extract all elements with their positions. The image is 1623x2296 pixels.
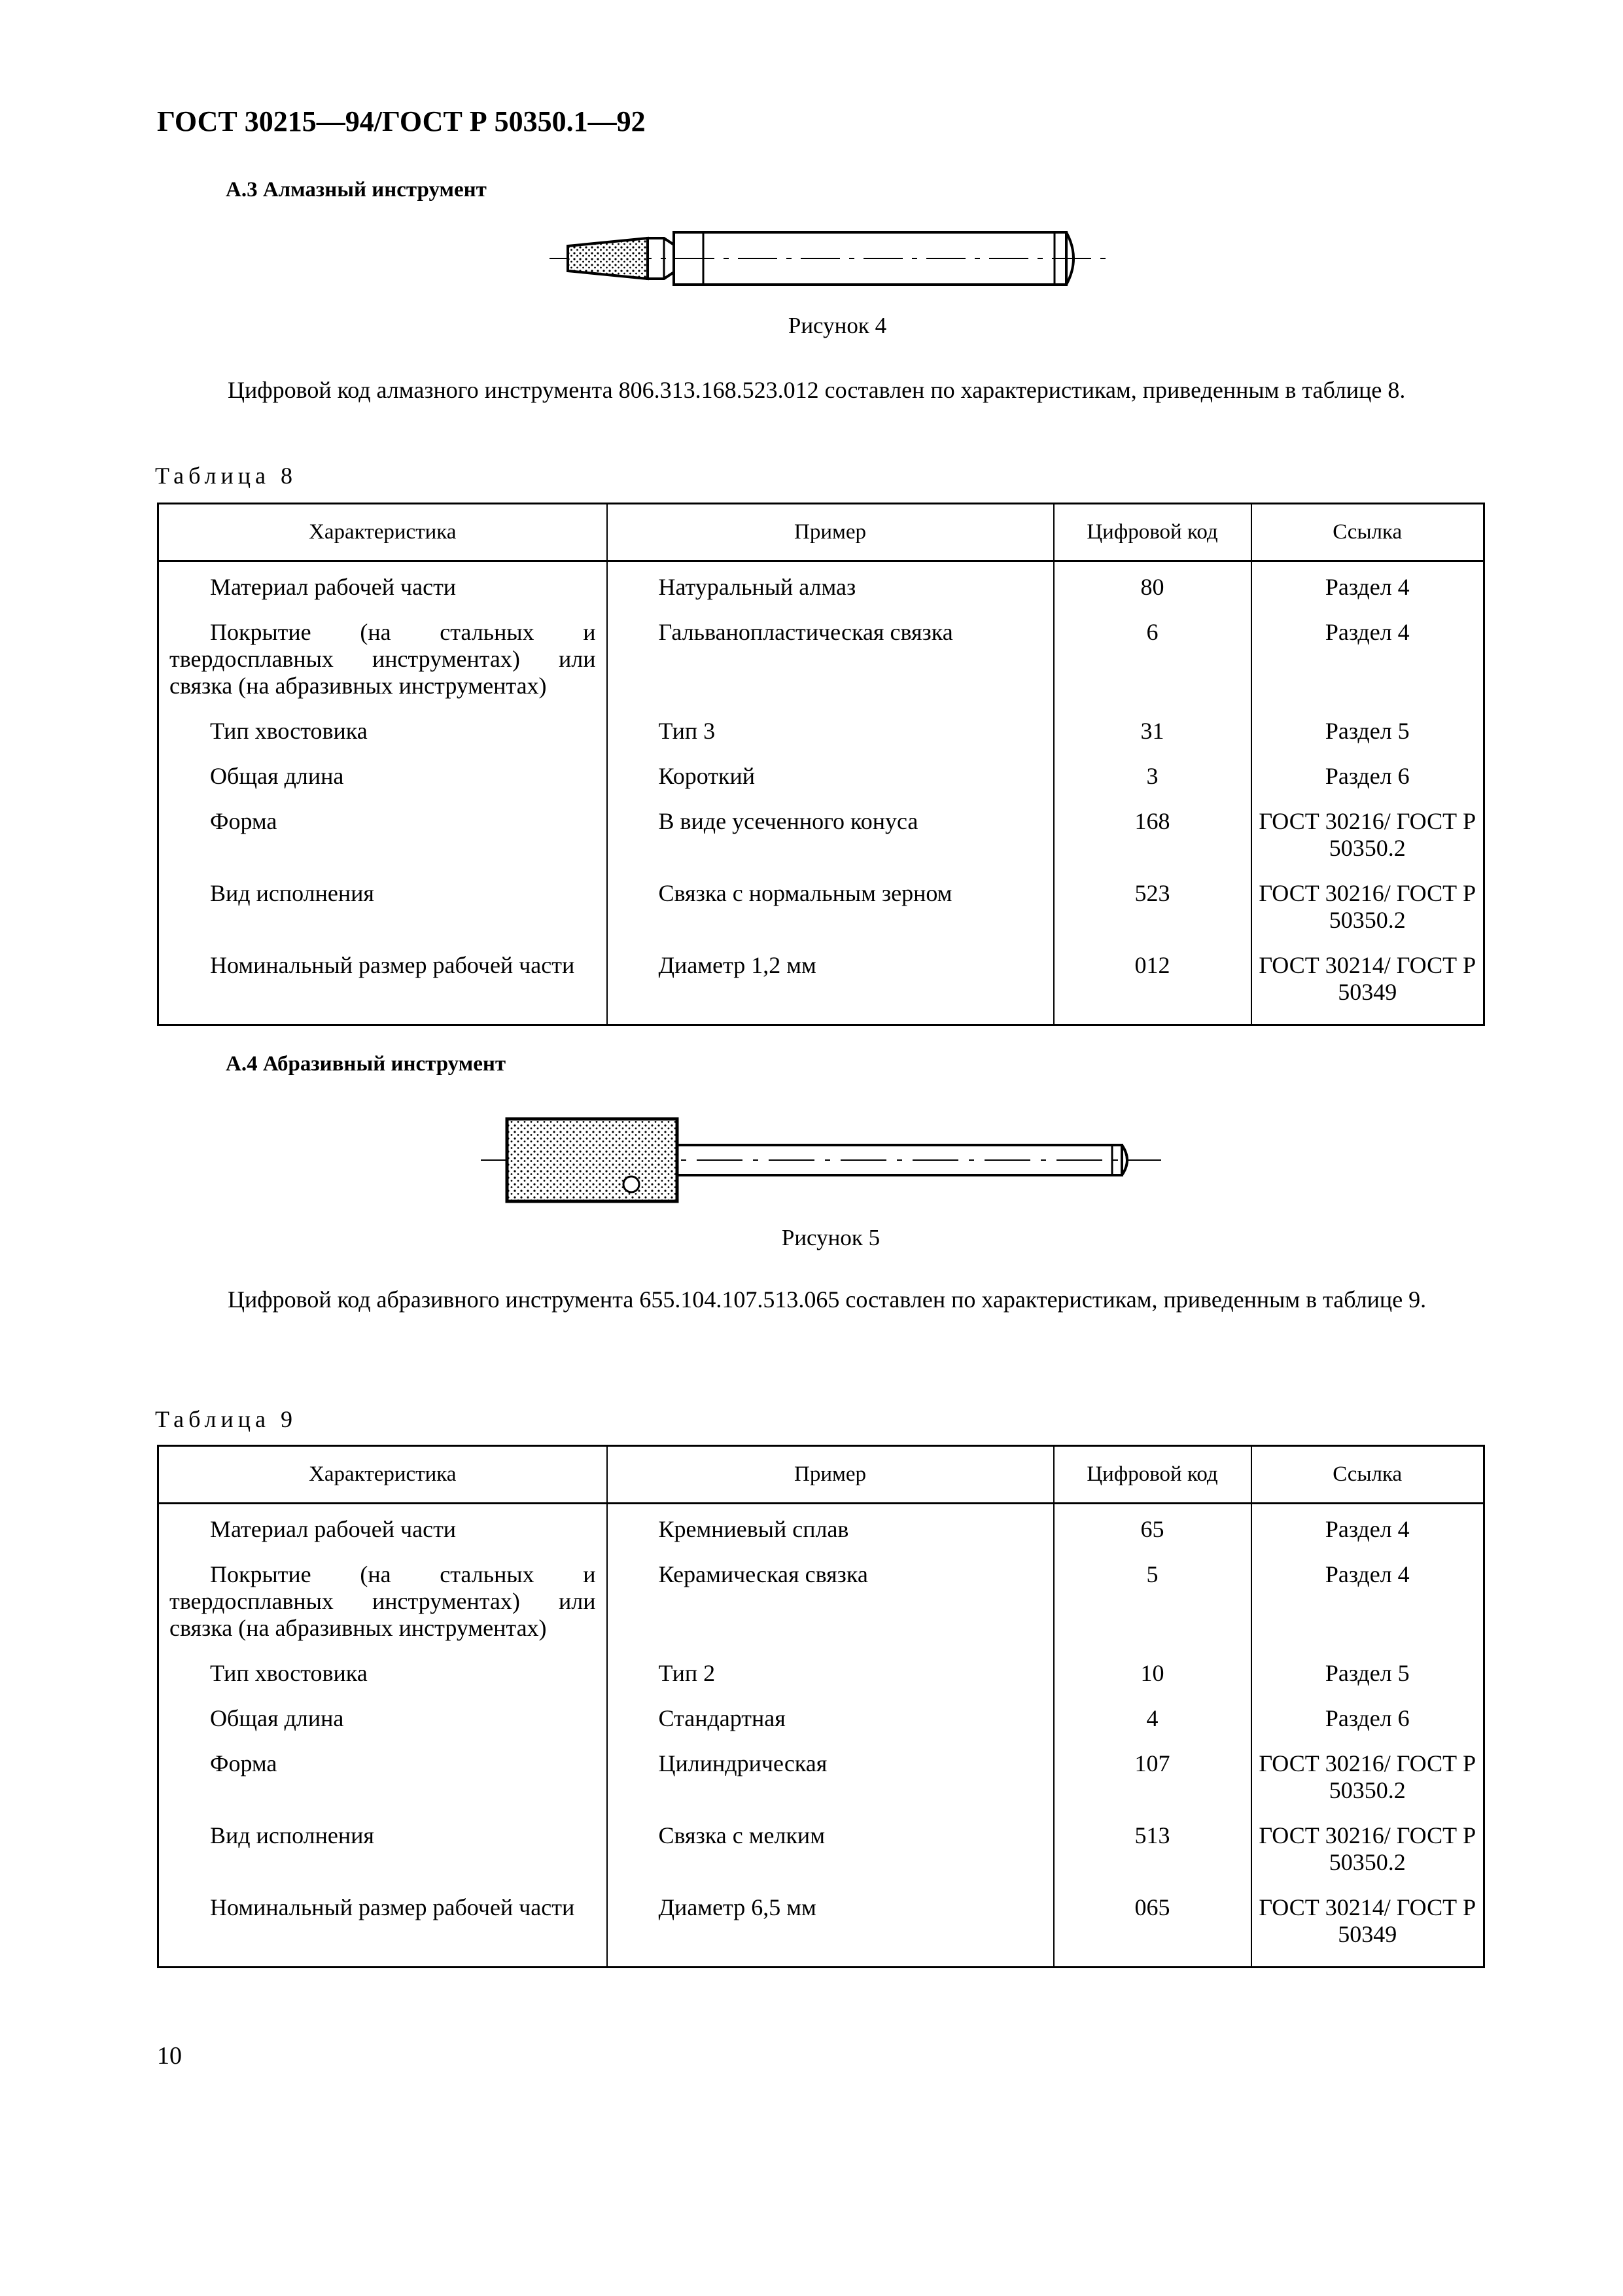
table-cell-code: 31 (1054, 718, 1251, 763)
table-row (158, 808, 1484, 880)
table-9-header-row (158, 1446, 1484, 1504)
table-row (158, 718, 1484, 763)
table-row (158, 561, 1484, 620)
table-cell-reference: ГОСТ 30214/ ГОСТ Р 50349 (1251, 1894, 1484, 1968)
table-cell-code: 80 (1054, 561, 1251, 620)
table-cell-characteristic: Покрытие (на стальных и твердосплавных инструментах) или связка (на абразивных инструментах) (158, 1561, 607, 1660)
table-row (158, 880, 1484, 952)
table-cell-example: Диаметр 6,5 мм (607, 1894, 1054, 1968)
table-cell-code: 168 (1054, 808, 1251, 880)
table-8-header-row (158, 504, 1484, 561)
table-cell-reference: Раздел 4 (1251, 561, 1484, 620)
table-cell-reference: ГОСТ 30216/ ГОСТ Р 50350.2 (1251, 1750, 1484, 1822)
table-cell-code: 065 (1054, 1894, 1251, 1968)
table-9-header-code: Цифровой код (1054, 1446, 1251, 1504)
table-cell-characteristic: Материал рабочей части (158, 561, 607, 620)
table-9 (157, 1445, 1485, 1968)
table-cell-reference: ГОСТ 30216/ ГОСТ Р 50350.2 (1251, 1822, 1484, 1894)
table-cell-reference: Раздел 6 (1251, 763, 1484, 808)
table-cell-reference: ГОСТ 30216/ ГОСТ Р 50350.2 (1251, 808, 1484, 880)
table-cell-characteristic: Покрытие (на стальных и твердосплавных инструментах) или связка (на абразивных инструментах) (158, 619, 607, 718)
table-row (158, 952, 1484, 1025)
document-header: ГОСТ 30215—94/ГОСТ Р 50350.1—92 (157, 105, 646, 137)
table-8-header-code: Цифровой код (1054, 504, 1251, 561)
table-cell-code: 513 (1054, 1822, 1251, 1894)
table-8-header-characteristic: Характеристика (158, 504, 607, 561)
table-cell-code: 012 (1054, 952, 1251, 1025)
section-a4-paragraph: Цифровой код абразивного инструмента 655.104.107.513.065 составлен по характеристикам, приведенным в таблице 9. (228, 1286, 1427, 1313)
table-cell-example: Гальванопластическая связка (607, 619, 1054, 718)
table-cell-reference: Раздел 5 (1251, 1660, 1484, 1705)
table-cell-example: Цилиндрическая (607, 1750, 1054, 1822)
table-cell-characteristic: Материал рабочей части (158, 1504, 607, 1562)
section-a3-heading: А.3 Алмазный инструмент (226, 178, 487, 202)
table-cell-reference: Раздел 4 (1251, 1561, 1484, 1660)
table-8-header-reference: Ссылка (1251, 504, 1484, 561)
table-9-header-example: Пример (607, 1446, 1054, 1504)
table-cell-code: 6 (1054, 619, 1251, 718)
table-cell-characteristic: Номинальный размер рабочей части (158, 952, 607, 1025)
table-cell-example: Тип 2 (607, 1660, 1054, 1705)
table-cell-characteristic: Вид исполнения (158, 1822, 607, 1894)
table-8-label: Таблица 8 (155, 463, 297, 489)
table-cell-reference: Раздел 5 (1251, 718, 1484, 763)
table-row (158, 1705, 1484, 1750)
table-9-header-characteristic: Характеристика (158, 1446, 607, 1504)
table-cell-reference: ГОСТ 30216/ ГОСТ Р 50350.2 (1251, 880, 1484, 952)
table-row (158, 1660, 1484, 1705)
table-cell-example: Связка с мелким (607, 1822, 1054, 1894)
table-cell-example: Тип 3 (607, 718, 1054, 763)
section-a4-heading: А.4 Абразивный инструмент (226, 1052, 506, 1076)
table-9-header-reference: Ссылка (1251, 1446, 1484, 1504)
table-row (158, 1750, 1484, 1822)
table-cell-example: Натуральный алмаз (607, 561, 1054, 620)
table-cell-characteristic: Общая длина (158, 1705, 607, 1750)
table-cell-characteristic: Форма (158, 808, 607, 880)
table-9-label: Таблица 9 (155, 1406, 297, 1432)
table-cell-example: В виде усеченного конуса (607, 808, 1054, 880)
table-8 (157, 503, 1485, 1026)
table-cell-code: 10 (1054, 1660, 1251, 1705)
table-cell-reference: ГОСТ 30214/ ГОСТ Р 50349 (1251, 952, 1484, 1025)
table-cell-example: Кремниевый сплав (607, 1504, 1054, 1562)
section-a3-paragraph: Цифровой код алмазного инструмента 806.313.168.523.012 составлен по характеристикам, приведенным в таблице 8. (228, 377, 1406, 403)
table-cell-code: 65 (1054, 1504, 1251, 1562)
table-cell-example: Стандартная (607, 1705, 1054, 1750)
table-row (158, 1822, 1484, 1894)
table-cell-characteristic: Тип хвостовика (158, 718, 607, 763)
figure-5-caption: Рисунок 5 (781, 1225, 881, 1250)
table-cell-example: Короткий (607, 763, 1054, 808)
figure-5-abrasive-tool (481, 1111, 1161, 1209)
table-cell-characteristic: Тип хвостовика (158, 1660, 607, 1705)
table-cell-code: 5 (1054, 1561, 1251, 1660)
table-row (158, 1894, 1484, 1968)
table-cell-code: 523 (1054, 880, 1251, 952)
table-cell-example: Диаметр 1,2 мм (607, 952, 1054, 1025)
table-cell-example: Связка с нормальным зерном (607, 880, 1054, 952)
table-cell-code: 3 (1054, 763, 1251, 808)
table-row (158, 763, 1484, 808)
table-row (158, 1561, 1484, 1660)
table-cell-characteristic: Номинальный размер рабочей части (158, 1894, 607, 1968)
table-cell-characteristic: Форма (158, 1750, 607, 1822)
figure-4-caption: Рисунок 4 (788, 313, 887, 338)
table-cell-code: 4 (1054, 1705, 1251, 1750)
figure-4-diamond-tool (550, 222, 1106, 294)
table-8-header-example: Пример (607, 504, 1054, 561)
table-row (158, 1504, 1484, 1562)
table-cell-characteristic: Вид исполнения (158, 880, 607, 952)
table-cell-example: Керамическая связка (607, 1561, 1054, 1660)
table-cell-characteristic: Общая длина (158, 763, 607, 808)
table-cell-reference: Раздел 6 (1251, 1705, 1484, 1750)
table-cell-reference: Раздел 4 (1251, 1504, 1484, 1562)
page-number: 10 (157, 2042, 182, 2070)
table-cell-code: 107 (1054, 1750, 1251, 1822)
table-row (158, 619, 1484, 718)
table-cell-reference: Раздел 4 (1251, 619, 1484, 718)
